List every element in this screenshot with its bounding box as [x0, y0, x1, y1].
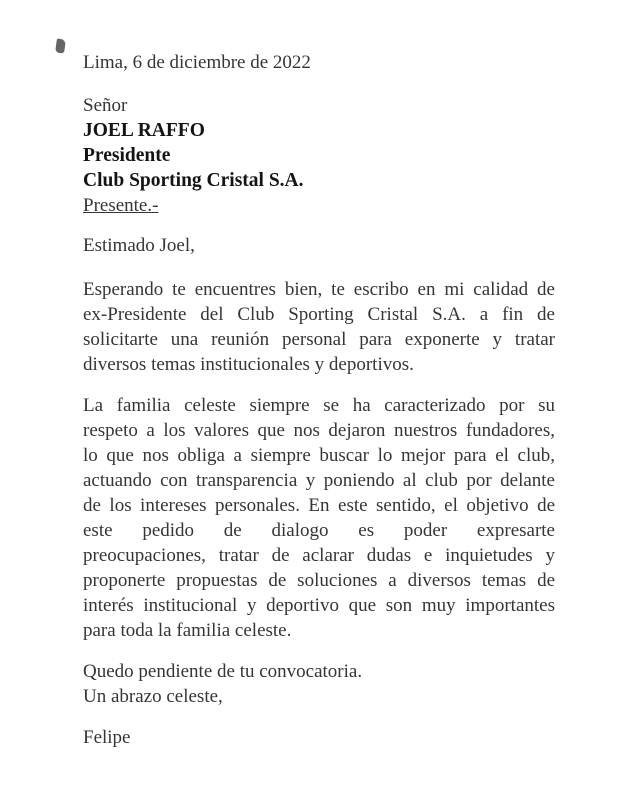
paragraph-line: ex-Presidente del Club Sporting Cristal S.A. a fin de — [83, 304, 555, 325]
paragraph-line: de los intereses personales. En este sentido, el objetivo de — [83, 495, 555, 516]
paragraph-line: proponerte propuestas de soluciones a diversos temas de — [83, 570, 555, 591]
recipient-name: JOEL RAFFO — [83, 120, 205, 141]
closing-line-2: Un abrazo celeste, — [83, 686, 223, 707]
signature-name: Felipe — [83, 727, 131, 748]
paragraph-line: Esperando te encuentres bien, te escribo en mi calidad de — [83, 279, 555, 300]
closing-line-1: Quedo pendiente de tu convocatoria. — [83, 661, 363, 682]
paragraph-line: interés institucional y deportivo que son muy importantes — [83, 595, 555, 616]
paragraph-line: para toda la familia celeste. — [83, 620, 292, 641]
paragraph-line: este pedido de dialogo es poder expresarte — [83, 520, 555, 541]
closing-block — [83, 659, 555, 709]
date-block — [83, 50, 555, 75]
paragraph-1 — [83, 277, 555, 377]
paragraph-line: diversos temas institucionales y deportivos. — [83, 354, 414, 375]
recipient-block — [83, 93, 555, 218]
paragraph-2 — [83, 393, 555, 643]
scan-artifact-mark — [55, 38, 66, 53]
recipient-title: Presidente — [83, 145, 171, 166]
greeting-line: Estimado Joel, — [83, 235, 195, 256]
presente-line: Presente.- — [83, 195, 159, 216]
paragraph-line: actuando con transparencia y poniendo al club por delante — [83, 470, 555, 491]
recipient-honorific: Señor — [83, 95, 128, 116]
paragraph-line: La familia celeste siempre se ha caracterizado por su — [83, 395, 555, 416]
greeting-block — [83, 233, 555, 258]
date-line: Lima, 6 de diciembre de 2022 — [83, 52, 311, 73]
paragraph-line: solicitarte una reunión personal para exponerte y tratar — [83, 329, 555, 350]
paragraph-line: preocupaciones, tratar de aclarar dudas e inquietudes y — [83, 545, 555, 566]
recipient-organization: Club Sporting Cristal S.A. — [83, 170, 304, 191]
paragraph-line: respeto a los valores que nos dejaron nuestros fundadores, — [83, 420, 555, 441]
paragraph-line: lo que nos obliga a siempre buscar lo mejor para el club, — [83, 445, 555, 466]
signature-block — [83, 725, 555, 750]
